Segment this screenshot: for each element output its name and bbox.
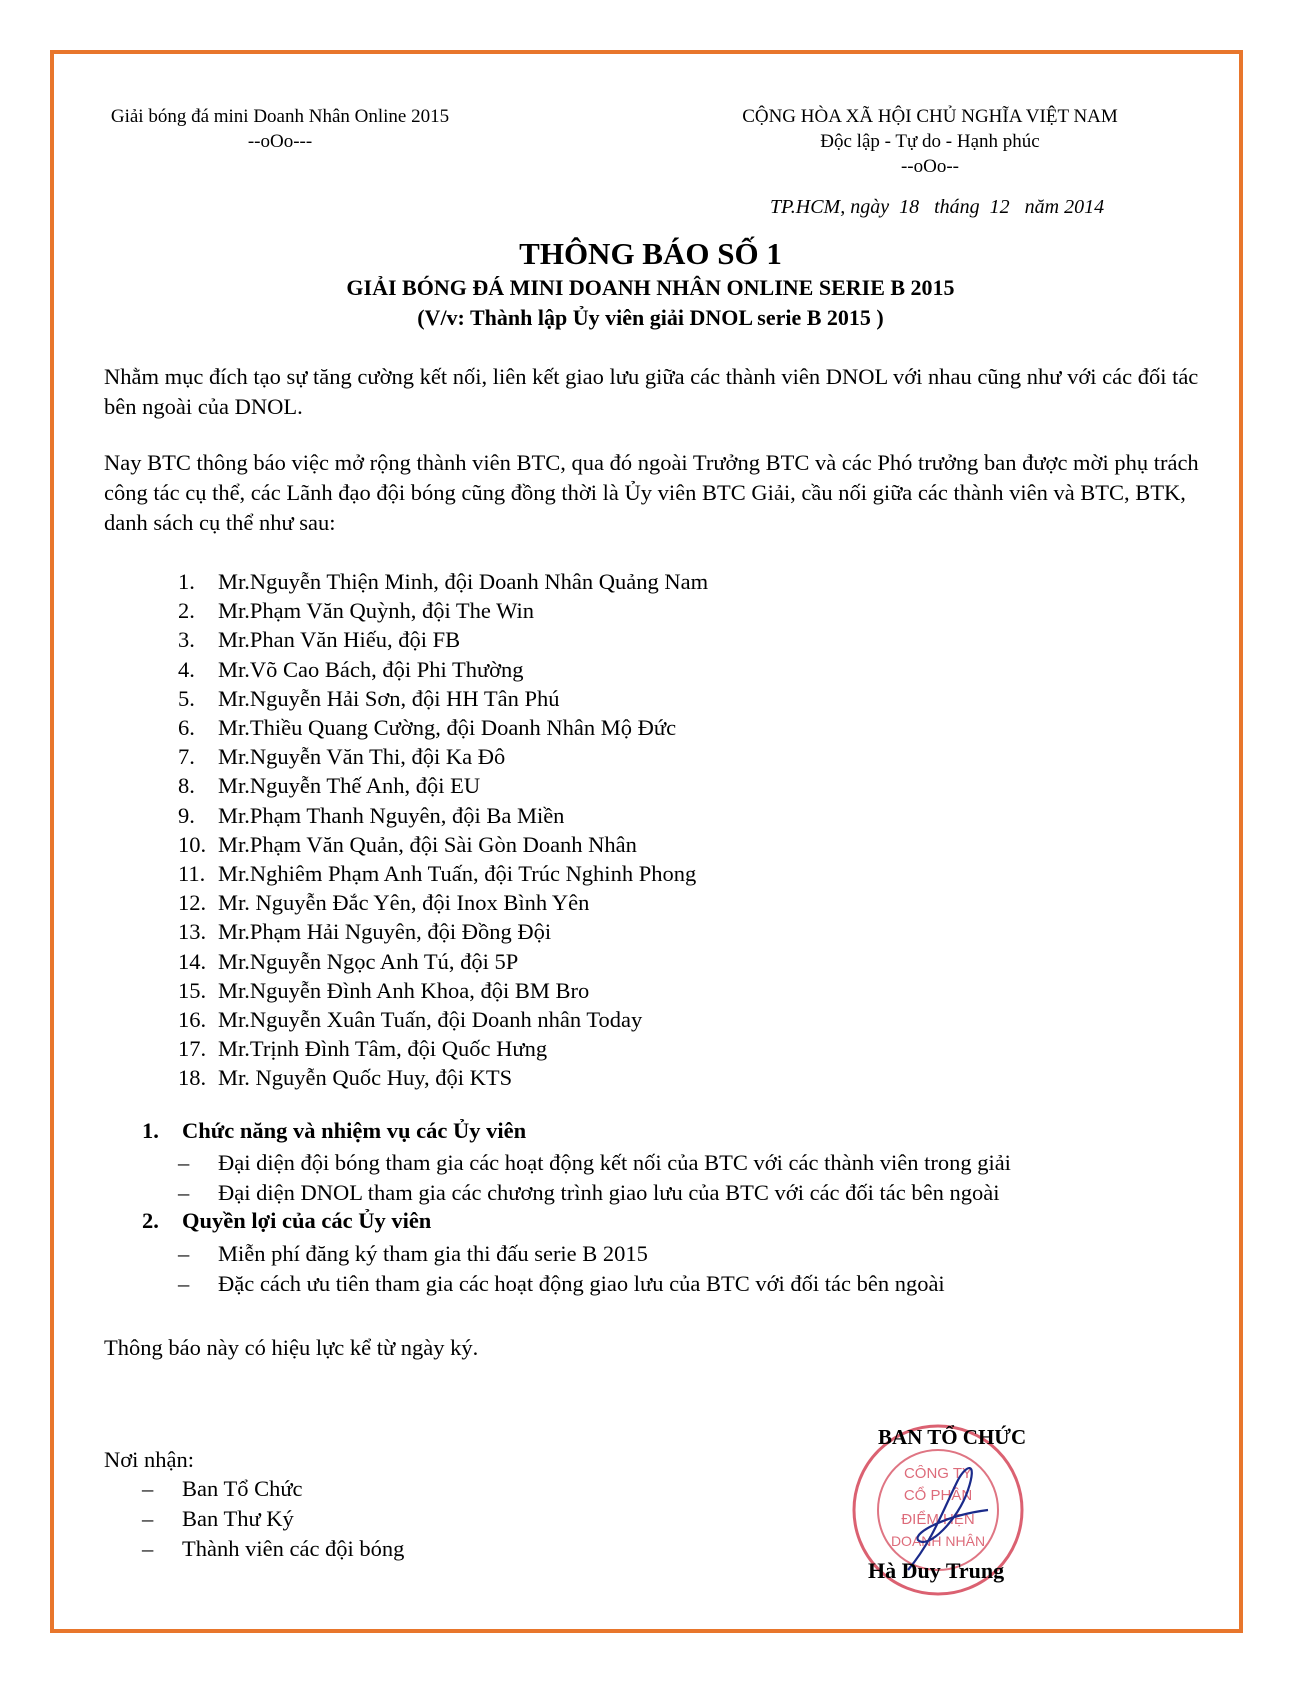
list-item-text: Mr. Nguyễn Đắc Yên, đội Inox Bình Yên <box>218 890 590 916</box>
list-item-number: 4. <box>178 656 195 682</box>
header-left-line1: Giải bóng đá mini Doanh Nhân Online 2015 <box>110 106 450 127</box>
list-item-number: 6. <box>178 715 195 741</box>
document-subject: (V/v: Thành lập Ủy viên giải DNOL serie B 2015 ) <box>417 305 884 330</box>
header-right <box>700 104 1160 179</box>
list-item-text: Mr.Võ Cao Bách, đội Phi Thường <box>218 656 524 682</box>
list-item <box>178 567 708 596</box>
section-number: 1. <box>142 1118 159 1143</box>
paragraph-announcement: Nay BTC thông báo việc mở rộng thành viên BTC, qua đó ngoài Trưởng BTC và các Phó trưởng ban được mời phụ trách công tác cụ thể, các Lãnh đạo đội bóng cũng đồng thời là Ủy viên BTC Giải, cầu nối giữa các thành viên và BTC, BTK, danh sách cụ thể như sau: <box>104 450 1199 535</box>
list-item-text: Mr.Nguyễn Văn Thi, đội Ka Đô <box>218 744 506 770</box>
section-item: – Đại diện DNOL tham gia các chương trình giao lưu của BTC với các đối tác bên ngoài <box>178 1180 1000 1205</box>
list-item-text: Mr.Trịnh Đình Tâm, đội Quốc Hưng <box>218 1036 548 1062</box>
header-left <box>100 104 460 154</box>
list-item-number: 3. <box>178 627 195 653</box>
list-item-number: 18. <box>178 1065 207 1091</box>
signature-name: Hà Duy Trung <box>868 1558 1005 1583</box>
list-item <box>178 976 708 1005</box>
list-item-number: 8. <box>178 773 195 799</box>
document-date: TP.HCM, ngày 18 tháng 12 năm 2014 <box>770 196 1105 218</box>
list-item <box>178 1034 708 1063</box>
dash-bullet: – <box>142 1506 154 1531</box>
list-item-number: 10. <box>178 831 207 857</box>
list-item-number: 12. <box>178 890 207 916</box>
header-right-line3: --oOo-- <box>900 156 960 177</box>
list-item-number: 11. <box>178 861 206 887</box>
section-title: Chức năng và nhiệm vụ các Ủy viên <box>182 1118 527 1143</box>
list-item-text: Mr.Nguyễn Thiện Minh, đội Doanh Nhân Quảng Nam <box>218 569 709 594</box>
list-item <box>178 742 708 771</box>
list-item <box>178 655 708 684</box>
list-item-number: 5. <box>178 685 195 711</box>
section-number: 2. <box>142 1208 159 1233</box>
list-item-text: Mr.Nguyễn Xuân Tuấn, đội Doanh nhân Today <box>218 1007 643 1033</box>
dash-bullet: – <box>178 1271 190 1296</box>
dash-bullet: – <box>142 1476 154 1501</box>
list-item-text: Mr.Nguyễn Hải Sơn, đội HH Tân Phú <box>218 685 560 711</box>
list-item-number: 13. <box>178 919 207 945</box>
seal-line: ĐIỂM HẸN <box>901 1511 975 1528</box>
list-item <box>178 1005 708 1034</box>
section-item: – Đặc cách ưu tiên tham gia các hoạt động giao lưu của BTC với đối tác bên ngoài <box>178 1271 945 1296</box>
section-item: – Miễn phí đăng ký tham gia thi đấu serie B 2015 <box>178 1241 648 1266</box>
dash-bullet: – <box>178 1180 190 1205</box>
recipient-item: – Ban Thư Ký <box>142 1506 294 1531</box>
header-left-line2: --oOo--- <box>247 131 313 152</box>
list-item-text: Mr.Phạm Văn Quỳnh, đội The Win <box>218 598 534 624</box>
member-list <box>178 567 708 1093</box>
dash-bullet: – <box>142 1536 154 1561</box>
list-item-number: 15. <box>178 977 207 1003</box>
list-item-text: Mr.Thiều Quang Cường, đội Doanh Nhân Mộ Đức <box>218 715 677 741</box>
list-item <box>178 684 708 713</box>
seal-line: CỔ PHẦN <box>903 1487 973 1504</box>
section-title: Quyền lợi của các Ủy viên <box>182 1208 432 1233</box>
list-item <box>178 947 708 976</box>
list-item-number: 2. <box>178 598 195 624</box>
list-item-number: 16. <box>178 1007 207 1033</box>
section-item: – Đại diện đội bóng tham gia các hoạt động kết nối của BTC với các thành viên trong giải <box>178 1150 1011 1175</box>
signature-org: BAN TỔ CHỨC <box>878 1425 1027 1449</box>
list-item <box>178 859 708 888</box>
recipient-item: – Thành viên các đội bóng <box>142 1536 405 1561</box>
document-title: THÔNG BÁO SỐ 1 <box>519 236 782 271</box>
list-item-text: Mr.Nguyễn Thế Anh, đội EU <box>218 773 481 799</box>
effective-statement: Thông báo này có hiệu lực kể từ ngày ký. <box>104 1335 479 1360</box>
header-right-line1: CỘNG HÒA XÃ HỘI CHỦ NGHĨA VIỆT NAM <box>742 106 1118 127</box>
list-item-text: Mr.Nguyễn Đình Anh Khoa, đội BM Bro <box>218 977 590 1003</box>
dash-bullet: – <box>178 1150 190 1175</box>
list-item-text: Mr.Nguyễn Ngọc Anh Tú, đội 5P <box>218 948 519 974</box>
list-item-number: 17. <box>178 1036 207 1062</box>
list-item-number: 7. <box>178 744 195 770</box>
list-item <box>178 771 708 800</box>
list-item <box>178 917 708 946</box>
dash-bullet: – <box>178 1241 190 1266</box>
list-item-number: 1. <box>178 569 195 594</box>
list-item-text: Mr.Phan Văn Hiếu, đội FB <box>218 627 461 653</box>
list-item <box>178 1063 708 1092</box>
list-item <box>178 596 708 625</box>
list-item-number: 14. <box>178 948 207 974</box>
list-item <box>178 625 708 654</box>
list-item <box>178 888 708 917</box>
list-item-text: Mr.Phạm Văn Quản, đội Sài Gòn Doanh Nhân <box>218 831 637 857</box>
header-right-line2: Độc lập - Tự do - Hạnh phúc <box>820 131 1040 152</box>
list-item-text: Mr.Phạm Thanh Nguyên, đội Ba Miền <box>218 802 565 828</box>
paragraph-intro: Nhằm mục đích tạo sự tăng cường kết nối, liên kết giao lưu giữa các thành viên DNOL với nhau cũng như với các đối tác bên ngoài của DNOL. <box>104 364 1199 419</box>
section-benefits-heading <box>142 1208 431 1234</box>
list-item <box>178 801 708 830</box>
recipient-item: – Ban Tổ Chức <box>142 1476 303 1501</box>
document-subtitle: GIẢI BÓNG ĐÁ MINI DOANH NHÂN ONLINE SERIE B 2015 <box>346 275 955 300</box>
list-item-text: Mr.Nghiêm Phạm Anh Tuấn, đội Trúc Nghinh Phong <box>218 861 697 887</box>
recipients-label: Nơi nhận: <box>104 1447 195 1472</box>
seal-line: DOANH NHÂN <box>890 1533 986 1549</box>
seal-line: CÔNG TY <box>903 1465 973 1482</box>
section-functions-heading <box>142 1118 526 1144</box>
list-item-text: Mr.Phạm Hải Nguyên, đội Đồng Đội <box>218 919 552 945</box>
list-item-text: Mr. Nguyễn Quốc Huy, đội KTS <box>218 1065 513 1091</box>
list-item-number: 9. <box>178 802 195 828</box>
list-item <box>178 830 708 859</box>
list-item <box>178 713 708 742</box>
